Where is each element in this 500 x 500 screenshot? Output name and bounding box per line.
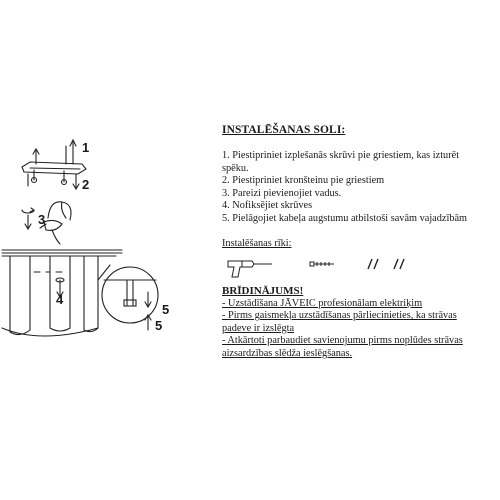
diagram-label-3: 3 bbox=[38, 212, 46, 227]
instructions-column bbox=[222, 124, 494, 361]
warning-item: aizsardzības slēdža ieslēgšanas. bbox=[222, 347, 353, 359]
step-item: 4. Nofiksējiet skrūves bbox=[222, 200, 313, 212]
installation-illustration bbox=[0, 120, 210, 350]
diagram-label-5-top: 5 bbox=[162, 302, 170, 317]
step-item: 5. Pielāgojiet kabeļa augstumu atbilstoši savām vajadzībām bbox=[222, 212, 468, 224]
tools-row bbox=[222, 255, 494, 281]
tools-heading: Instalēšanas rīki: bbox=[222, 237, 292, 249]
diagram-label-4: 4 bbox=[56, 292, 64, 307]
warnings-list bbox=[222, 298, 494, 361]
diagram-label-1: 1 bbox=[82, 140, 90, 155]
warning-title: BRĪDINĀJUMS! bbox=[222, 284, 304, 297]
step-item: 2. Piestipriniet kronšteinu pie griestiem bbox=[222, 175, 385, 187]
warning-item: - Uzstādīšana JĀVEIC profesionālam elektriķim bbox=[222, 297, 423, 309]
warning-item: - Atkārtoti parbaudiet savienojumu pirms noplūdes strāvas bbox=[222, 335, 463, 347]
diagram-label-5-bottom: 5 bbox=[155, 318, 163, 333]
installation-diagram bbox=[0, 120, 210, 350]
warning-item: - Pirms gaismekļa uzstādīšanas pārliecinieties, ka strāvas bbox=[222, 310, 457, 322]
diagram-label-2: 2 bbox=[82, 177, 90, 192]
screwdriver-icon bbox=[368, 259, 378, 269]
installation-steps-list bbox=[222, 150, 494, 226]
step-item: 1. Piestipriniet izplešanās skrūvi pie griestiem, kas izturēt bbox=[222, 150, 460, 161]
drill-icon bbox=[228, 261, 272, 277]
warning-item: padeve ir izslēgta bbox=[222, 322, 295, 334]
wiring-illustration bbox=[22, 202, 71, 244]
bracket-illustration bbox=[22, 140, 86, 189]
screwdriver-icon bbox=[394, 259, 404, 269]
screw-icon bbox=[310, 262, 334, 266]
step-item: spēku. bbox=[222, 162, 249, 174]
installation-steps-heading: INSTALĒŠANAS SOLI: bbox=[222, 124, 346, 136]
detail-magnifier-illustration bbox=[98, 265, 158, 330]
step-item: 3. Pareizi pievienojiet vadus. bbox=[222, 187, 342, 199]
